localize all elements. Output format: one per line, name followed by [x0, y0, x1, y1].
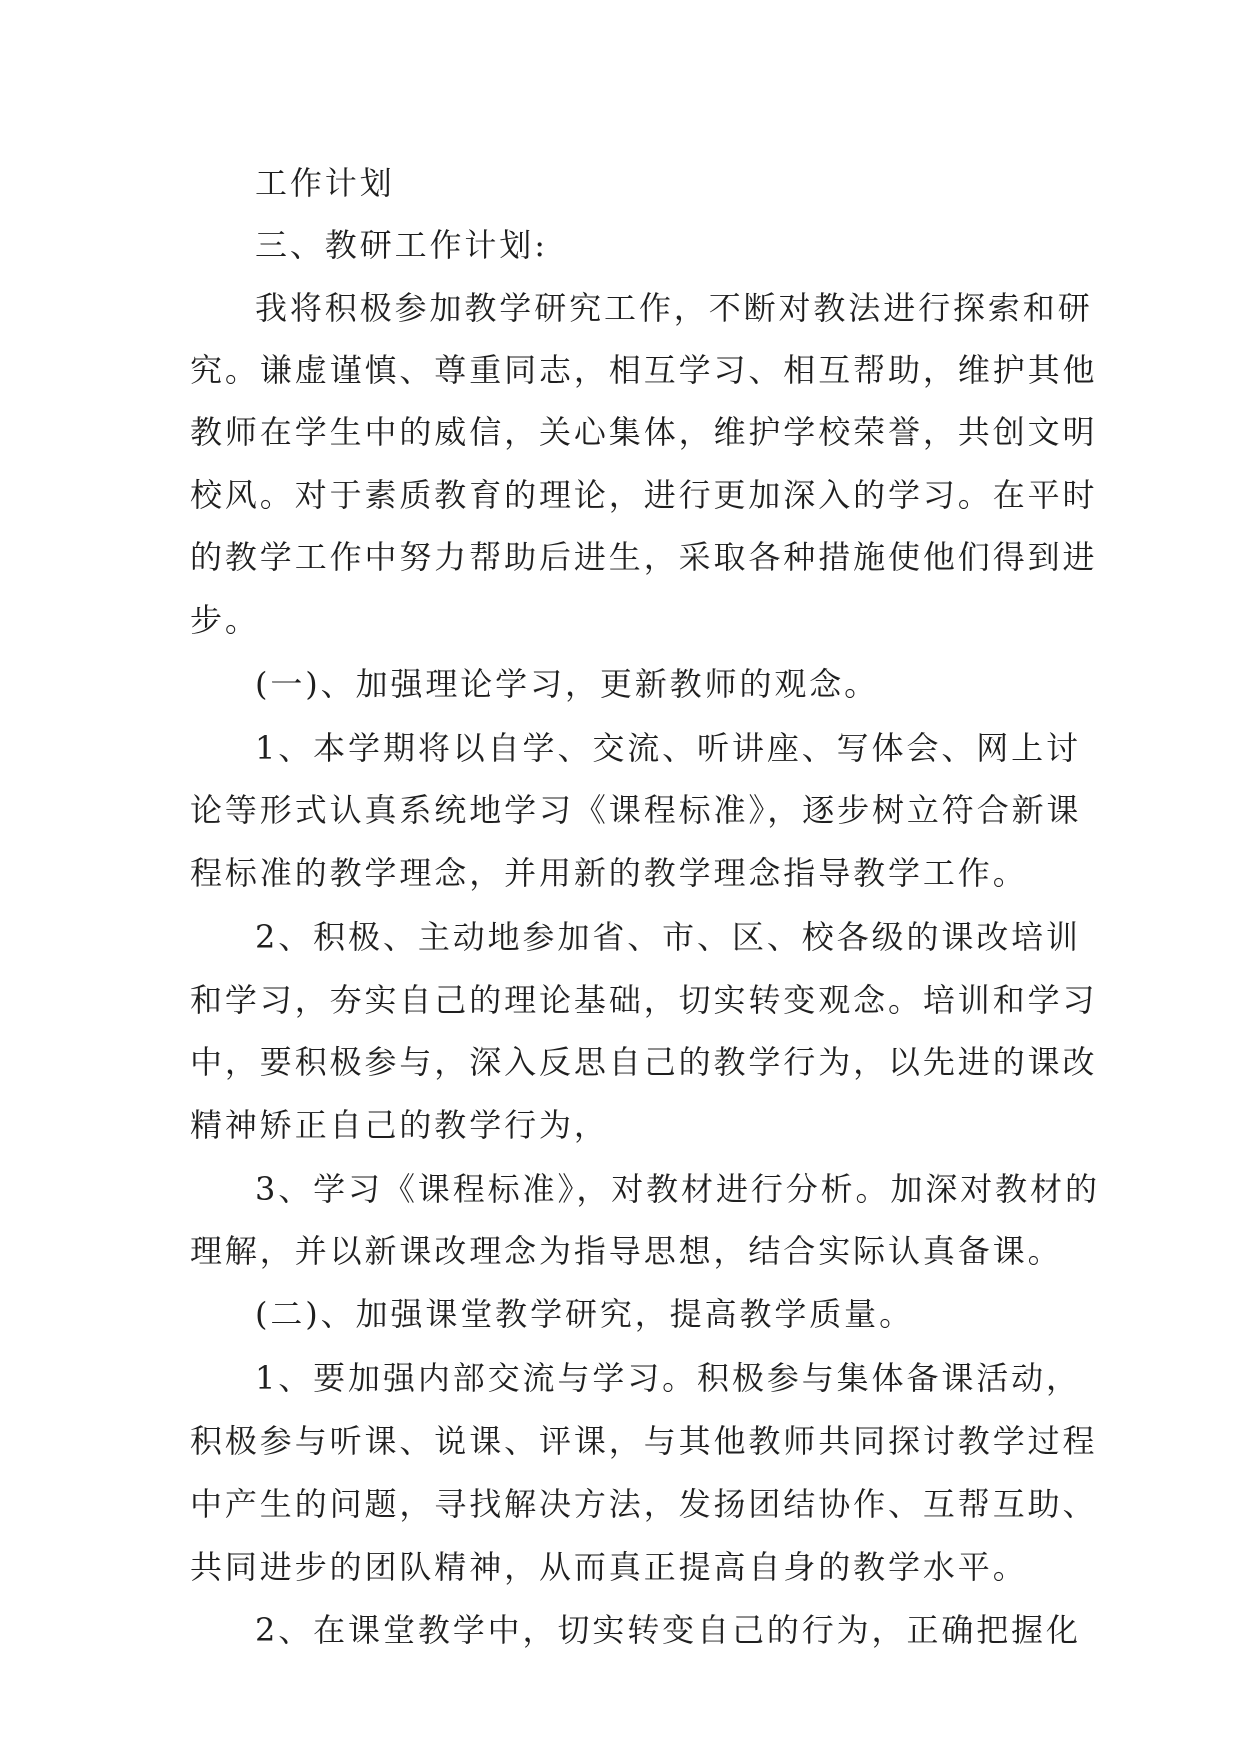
- paragraph-line: 精神矫正自己的教学行为，: [190, 1106, 609, 1144]
- paragraph-line: 2、积极、主动地参加省、市、区、校各级的课改培训: [255, 918, 1081, 956]
- paragraph-line: 论等形式认真系统地学习《课程标准》，逐步树立符合新课: [190, 791, 1082, 829]
- paragraph-line: 2、在课堂教学中，切实转变自己的行为，正确把握化: [255, 1611, 1081, 1649]
- paragraph-line: 共同进步的团队精神，从而真正提高自身的教学水平。: [190, 1548, 1028, 1586]
- subheading-two: (二)、加强课堂教学研究，提高教学质量。: [255, 1295, 914, 1333]
- heading-work-plan: 工作计划: [255, 164, 395, 202]
- paragraph-line: 1、要加强内部交流与学习。积极参与集体备课活动，: [255, 1359, 1081, 1397]
- paragraph-line: 校风。对于素质教育的理论，进行更加深入的学习。在平时: [190, 476, 1098, 514]
- paragraph-line: 的教学工作中努力帮助后进生，采取各种措施使他们得到进: [190, 538, 1098, 576]
- paragraph-line: 3、学习《课程标准》，对教材进行分析。加深对教材的: [255, 1170, 1100, 1208]
- paragraph-line: 理解，并以新课改理念为指导思想，结合实际认真备课。: [190, 1232, 1063, 1270]
- paragraph-line: 究。谦虚谨慎、尊重同志，相互学习、相互帮助，维护其他: [190, 351, 1098, 389]
- paragraph-line: 步。: [190, 601, 260, 639]
- heading-section-three: 三、教研工作计划:: [255, 226, 548, 264]
- paragraph-line: 程标准的教学理念，并用新的教学理念指导教学工作。: [190, 854, 1028, 892]
- paragraph-line: 和学习，夯实自己的理论基础，切实转变观念。培训和学习: [190, 981, 1098, 1019]
- paragraph-line: 1、本学期将以自学、交流、听讲座、写体会、网上讨: [255, 729, 1081, 767]
- paragraph-line: 中产生的问题，寻找解决方法，发扬团结协作、互帮互助、: [190, 1485, 1098, 1523]
- subheading-one: (一)、加强理论学习，更新教师的观念。: [255, 665, 880, 703]
- paragraph-line: 教师在学生中的威信，关心集体，维护学校荣誉，共创文明: [190, 413, 1098, 451]
- paragraph-line: 积极参与听课、说课、评课，与其他教师共同探讨教学过程: [190, 1422, 1098, 1460]
- paragraph-line: 中，要积极参与，深入反思自己的教学行为，以先进的课改: [190, 1043, 1098, 1081]
- paragraph-line: 我将积极参加教学研究工作，不断对教法进行探索和研: [255, 289, 1093, 327]
